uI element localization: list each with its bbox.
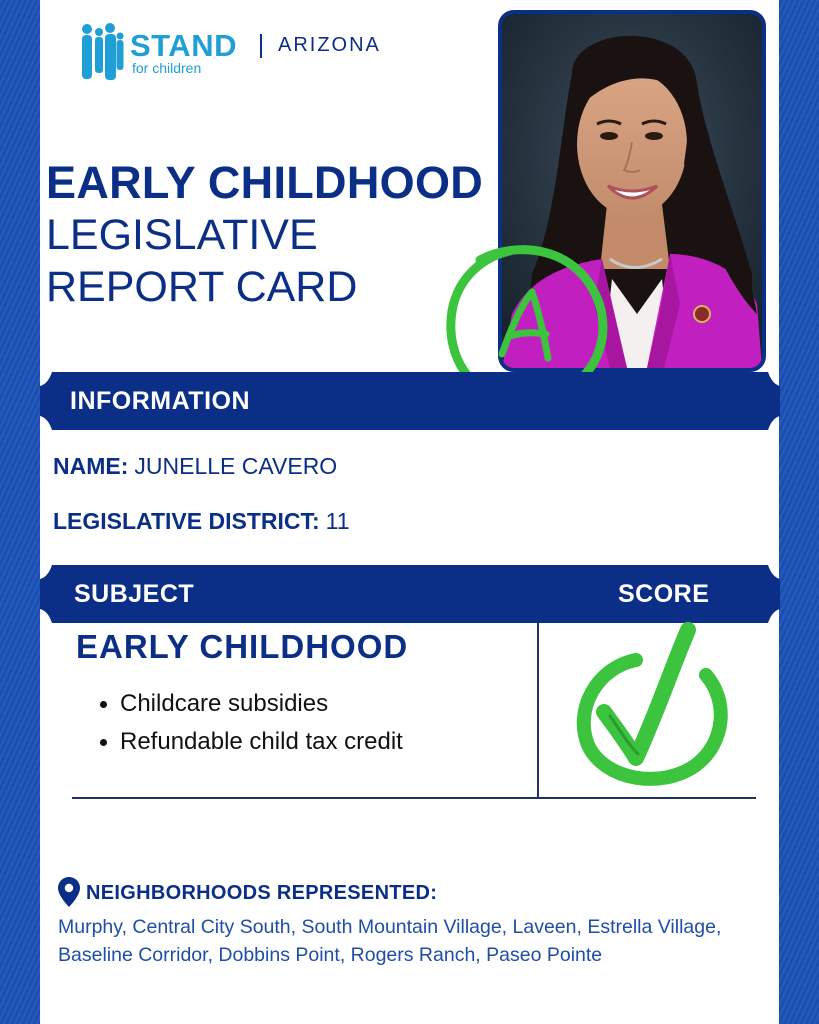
subject-header: SUBJECT [74,580,195,608]
stand-for-children-logo [78,18,408,86]
list-item: Childcare subsidies [100,688,403,726]
logo-wordmark: STAND [130,28,237,63]
subject-items [100,688,403,764]
name-row [53,453,337,480]
district-row [53,508,350,535]
information-banner [40,372,780,430]
name-label: NAME: [53,453,129,479]
neighborhoods-list: Murphy, Central City South, South Mountain Village, Laveen, Estrella Village, Baseline Corridor, Dobbins Point, Rogers Ranch, Paseo Pointe [58,916,722,966]
logo-tagline: for children [132,60,202,76]
score-header: SCORE [618,580,710,608]
table-bottom-rule [72,797,756,799]
checkmark-icon [566,620,736,790]
logo-divider [260,34,262,58]
list-item: Refundable child tax credit [100,726,403,764]
page-title [46,157,483,313]
neighborhoods-heading: NEIGHBORHOODS REPRESENTED: [86,882,438,904]
subject-title: EARLY CHILDHOOD [76,628,409,665]
location-pin-icon [58,877,80,907]
district-label: LEGISLATIVE DISTRICT: [53,508,320,534]
column-divider [537,623,539,799]
logo-state: ARIZONA [278,34,381,56]
information-header: INFORMATION [70,387,251,415]
title-line-1: EARLY CHILDHOOD [46,157,484,208]
name-value: JUNELLE CAVERO [134,453,338,479]
title-line-2: LEGISLATIVE [46,211,318,259]
subject-score-banner [40,565,780,623]
family-figures-icon [78,22,126,84]
district-value: 11 [325,508,350,534]
title-line-3: REPORT CARD [46,263,358,311]
